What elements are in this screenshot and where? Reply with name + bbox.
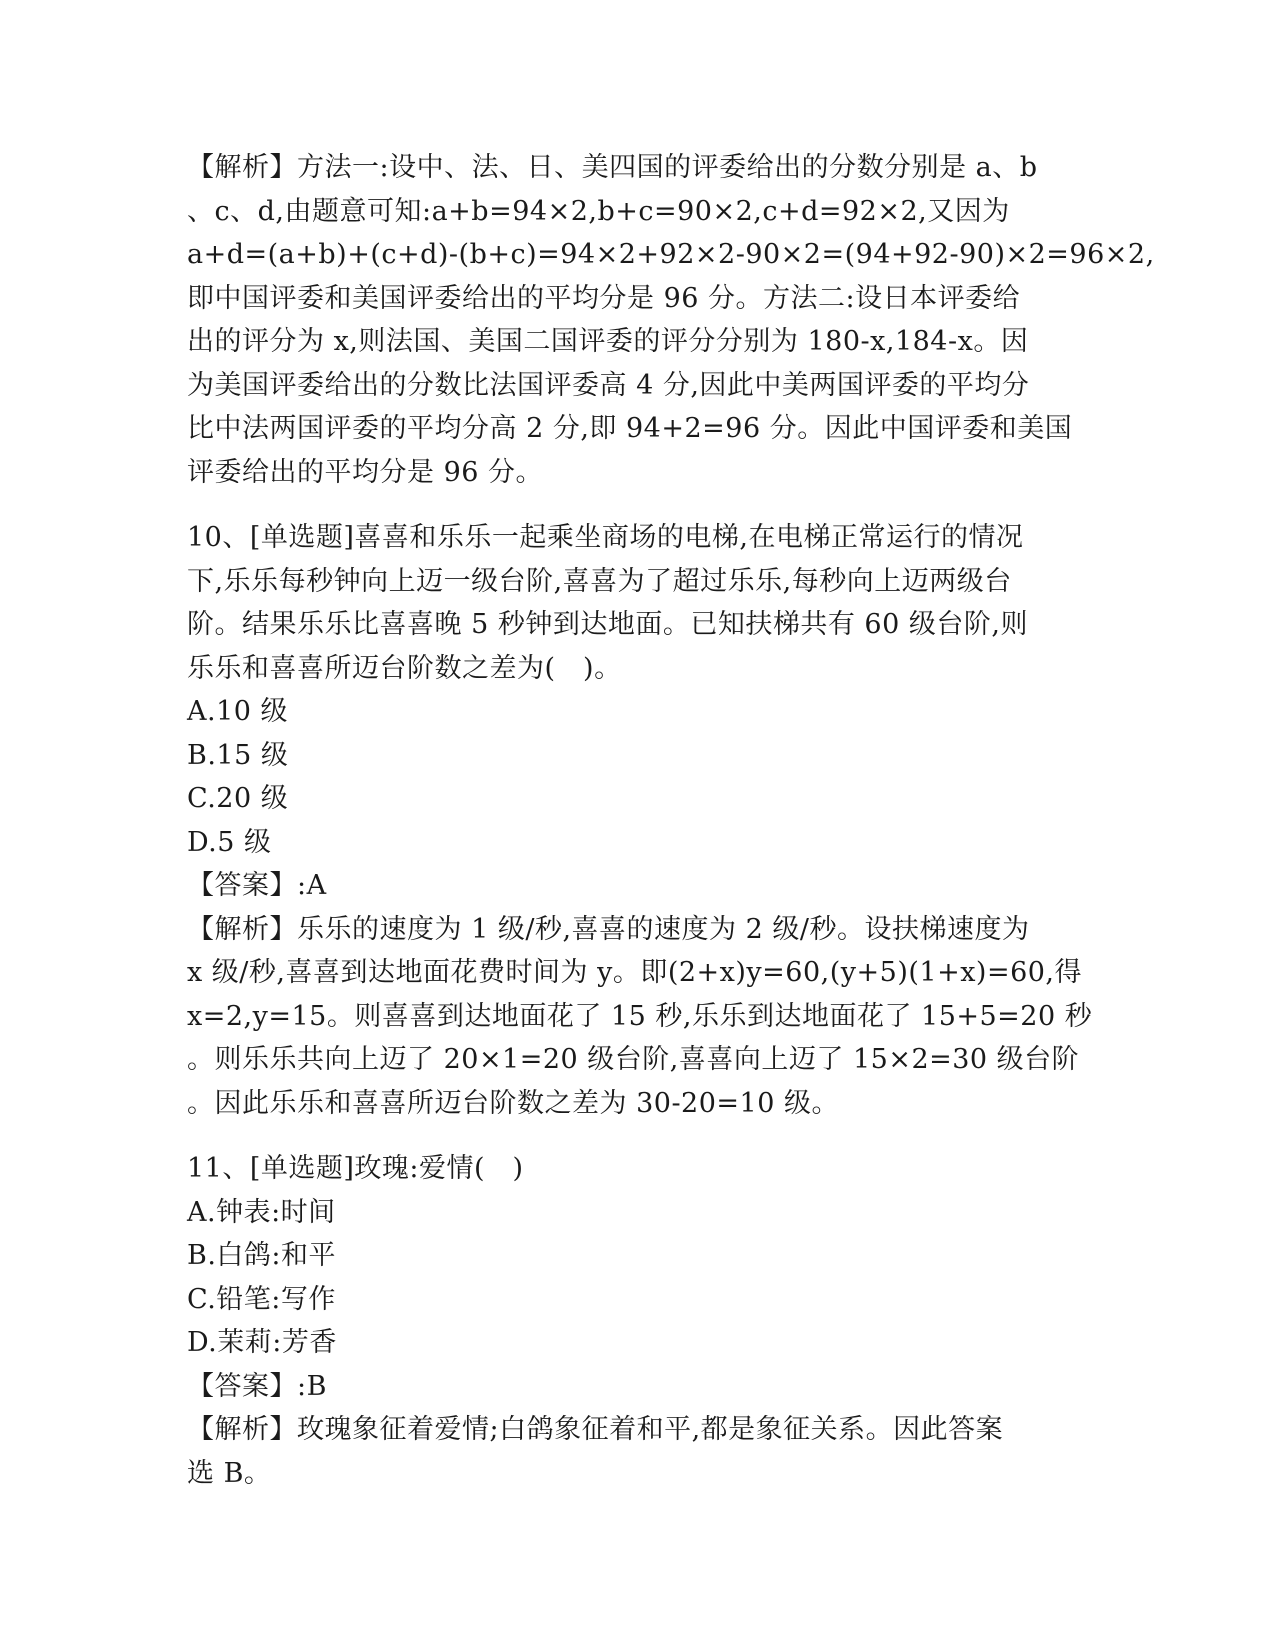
document-page [187,146,1155,1495]
analysis-line: 出的评分为 x,则法国、美国二国评委的评分分别为 180-x,184-x。因 [187,326,1029,357]
analysis-line: 为美国评委给出的分数比法国评委高 4 分,因此中美两国评委的平均分 [187,369,1030,401]
analysis-line: 、c、d,由题意可知:a+b=94×2,b+c=90×2,c+d=92×2,又因为 [187,195,1010,227]
section-spacer [187,1125,1087,1147]
option-b: B.15 级 [187,739,289,771]
analysis-line: 即中国评委和美国评委给出的平均分是 96 分。方法二:设日本评委给 [187,282,1021,314]
analysis-line: 【解析】乐乐的速度为 1 级/秒,喜喜的速度为 2 级/秒。设扶梯速度为 [187,913,1030,945]
option-c: C.20 级 [187,783,289,814]
question-11 [187,1147,1087,1495]
question-stem-line: 阶。结果乐乐比喜喜晚 5 秒钟到达地面。已知扶梯共有 60 级台阶,则 [187,609,1028,640]
analysis-block-q9 [187,146,1155,494]
analysis-line: 评委给出的平均分是 96 分。 [187,456,544,488]
section-spacer [187,494,1087,516]
question-stem-line: 乐乐和喜喜所迈台阶数之差为( )。 [187,652,622,684]
option-a: A.钟表:时间 [187,1196,336,1228]
option-c: C.铅笔:写作 [187,1283,336,1315]
question-stem-line: 10、[单选题]喜喜和乐乐一起乘坐商场的电梯,在电梯正常运行的情况 [187,522,1024,553]
option-a: A.10 级 [187,696,289,727]
option-d: D.茉莉:芳香 [187,1327,337,1358]
option-b: B.白鸽:和平 [187,1240,337,1271]
answer-line: 【答案】:A [187,870,327,901]
analysis-line: 。则乐乐共向上迈了 20×1=20 级台阶,喜喜向上迈了 15×2=30 级台阶 [187,1044,1080,1075]
analysis-line: x 级/秒,喜喜到达地面花费时间为 y。即(2+x)y=60,(y+5)(1+x)=60,得 [187,957,1083,988]
analysis-line: a+d=(a+b)+(c+d)-(b+c)=94×2+92×2-90×2=(94+92-90)×2=96×2, [187,239,1155,270]
question-stem-line: 下,乐乐每秒钟向上迈一级台阶,喜喜为了超过乐乐,每秒向上迈两级台 [187,565,1012,597]
analysis-line: 比中法两国评委的平均分高 2 分,即 94+2=96 分。因此中国评委和美国 [187,413,1073,444]
analysis-line: 【解析】方法一:设中、法、日、美四国的评委给出的分数分别是 a、b [187,152,1038,183]
question-stem-line: 11、[单选题]玫瑰:爱情( ) [187,1153,524,1184]
option-d: D.5 级 [187,826,272,858]
analysis-line: x=2,y=15。则喜喜到达地面花了 15 秒,乐乐到达地面花了 15+5=20 秒 [187,1000,1093,1032]
analysis-line: 。因此乐乐和喜喜所迈台阶数之差为 30-20=10 级。 [187,1087,839,1119]
analysis-line: 【解析】玫瑰象征着爱情;白鸽象征着和平,都是象征关系。因此答案 [187,1414,1004,1445]
answer-line: 【答案】:B [187,1370,327,1402]
question-10 [187,516,1093,1125]
analysis-line: 选 B。 [187,1457,272,1489]
